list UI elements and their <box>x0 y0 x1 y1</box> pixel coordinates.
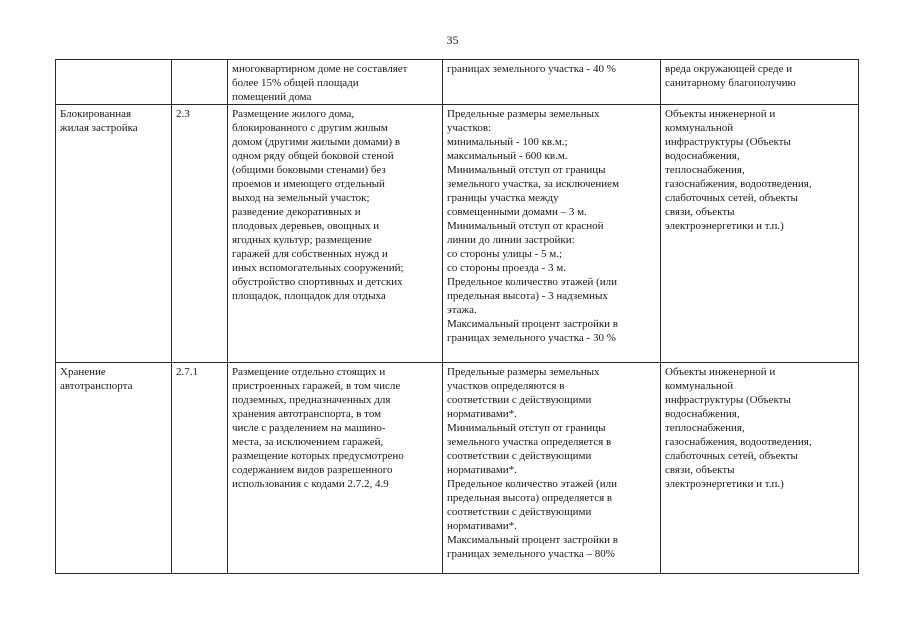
land-use-table <box>55 59 859 574</box>
cell-use-code: 2.3 <box>172 105 228 363</box>
cell-parameters: Предельные размеры земельных участков определяются в соответствии с действующими нормативами*. Минимальный отступ от границы земельного участка определяется в соответствии с действующими нормативами*. Предельное количество этажей (или предельная высота) определяется в соответствии с действующими нормативами*. Максимальный процент застройки в границах земельного участка – 80% <box>443 363 661 574</box>
table-row-blocked-housing <box>56 105 859 363</box>
page-number: 35 <box>446 33 459 47</box>
cell-use-code <box>172 60 228 105</box>
cell-restrictions: вреда окружающей среде и санитарному благополучию <box>661 60 859 105</box>
cell-parameters: границах земельного участка - 40 % <box>443 60 661 105</box>
cell-restrictions: Объекты инженерной и коммунальной инфраструктуры (Объекты водоснабжения, теплоснабжения, газоснабжения, водоотведения, слаботочных сетей, объекты связи, объекты электроэнергетики и т.п.) <box>661 363 859 574</box>
cell-restrictions: Объекты инженерной и коммунальной инфраструктуры (Объекты водоснабжения, теплоснабжения, газоснабжения, водоотведения, слаботочных сетей, объекты связи, объекты электроэнергетики и т.п.) <box>661 105 859 363</box>
table-row-vehicle-storage <box>56 363 859 574</box>
cell-parameters: Предельные размеры земельных участков: минимальный - 100 кв.м.; максимальный - 600 кв.м. Минимальный отступ от границы земельного участка, за исключением границы участка между совмещенными домами – 3 м. Минимальный отступ от красной линии до линии застройки: со стороны улицы - 5 м.; со стороны проезда - 3 м. Предельное количество этажей (или предельная высота) - 3 надземных этажа. Максимальный процент застройки в границах земельного участка - 30 % <box>443 105 661 363</box>
cell-use-code: 2.7.1 <box>172 363 228 574</box>
cell-use-name: Блокированная жилая застройка <box>56 105 172 363</box>
cell-use-name <box>56 60 172 105</box>
cell-use-name: Хранение автотранспорта <box>56 363 172 574</box>
cell-use-description: Размещение отдельно стоящих и пристроенных гаражей, в том числе подземных, предназначенных для хранения автотранспорта, в том числе с разделением на машино- места, за исключением гаражей, размещение которых предусмотрено содержанием видов разрешенного использования с кодами 2.7.2, 4.9 <box>228 363 443 574</box>
cell-use-description: многоквартирном доме не составляет более 15% общей площади помещений дома <box>228 60 443 105</box>
cell-use-description: Размещение жилого дома, блокированного с другим жилым домом (другими жилыми домами) в одном ряду общей боковой стеной (общими боковыми стенами) без проемов и имеющего отдельный выход на земельный участок; разведение декоративных и плодовых деревьев, овощных и ягодных культур; размещение гаражей для собственных нужд и иных вспомогательных сооружений; обустройство спортивных и детских площадок, площадок для отдыха <box>228 105 443 363</box>
table-row-continued <box>56 60 859 105</box>
